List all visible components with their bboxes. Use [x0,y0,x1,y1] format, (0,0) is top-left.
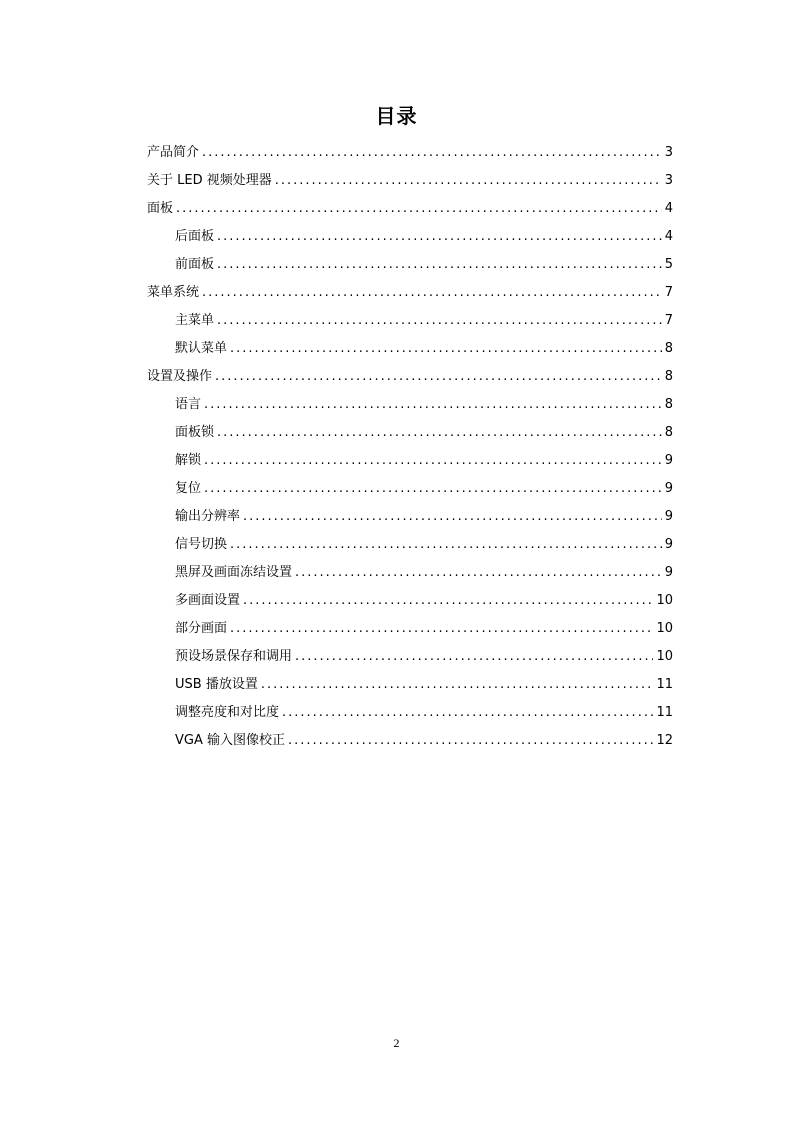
toc-entry[interactable] [147,195,673,223]
toc-dot-leader [202,279,662,307]
toc-entry-label: 调整亮度和对比度 [175,705,280,720]
toc-entry-page-number: 11 [656,677,673,692]
toc-entry-page-number: 5 [664,257,673,272]
toc-entry-label: 多画面设置 [175,593,241,608]
toc-dot-leader [204,391,662,419]
toc-entry[interactable] [147,503,673,531]
toc-entry[interactable] [147,587,673,615]
toc-entry-label: 黑屏及画面冻结设置 [175,565,293,580]
toc-entry[interactable] [147,391,673,419]
toc-entry-page-number: 3 [664,145,673,160]
page-number: 2 [393,1036,400,1050]
toc-entry-label: 语言 [175,397,202,412]
toc-list [147,139,673,755]
toc-dot-leader [282,699,653,727]
toc-dot-leader [217,251,662,279]
toc-dot-leader [275,167,662,195]
toc-entry-label: 后面板 [175,229,215,244]
toc-dot-leader [217,307,662,335]
toc-entry-label: 复位 [175,481,202,496]
toc-dot-leader [217,419,662,447]
toc-entry-page-number: 9 [664,565,673,580]
toc-entry-label: 部分画面 [175,621,228,636]
toc-entry-page-number: 8 [664,397,673,412]
toc-dot-leader [217,223,662,251]
toc-dot-leader [243,587,653,615]
toc-entry[interactable] [147,447,673,475]
toc-entry-label: 输出分辨率 [175,509,241,524]
toc-entry[interactable] [147,335,673,363]
toc-dot-leader [204,475,662,503]
toc-entry-page-number: 9 [664,453,673,468]
toc-entry-page-number: 11 [656,705,673,720]
toc-entry-label: 预设场景保存和调用 [175,649,293,664]
toc-entry-page-number: 9 [664,537,673,552]
toc-entry-page-number: 7 [664,285,673,300]
toc-entry[interactable] [147,643,673,671]
toc-entry-page-number: 8 [664,425,673,440]
toc-title: 目录 [375,104,418,128]
toc-entry-label: 信号切换 [175,537,228,552]
toc-entry-label: USB 播放设置 [175,677,258,692]
toc-entry-label: 关于 LED 视频处理器 [147,173,272,188]
toc-entry-label: 默认菜单 [175,341,228,356]
toc-dot-leader [176,195,662,223]
toc-entry[interactable] [147,531,673,559]
toc-dot-leader [295,643,653,671]
toc-entry-page-number: 4 [664,201,673,216]
toc-entry-label: 主菜单 [175,313,215,328]
toc-entry-label: 解锁 [175,453,202,468]
toc-entry-page-number: 10 [656,621,673,636]
toc-dot-leader [202,139,662,167]
toc-entry-label: 菜单系统 [147,285,200,300]
toc-entry-label: VGA 输入图像校正 [175,733,285,748]
toc-entry[interactable] [147,139,673,167]
toc-entry-label: 产品简介 [147,145,200,160]
toc-dot-leader [230,531,662,559]
toc-dot-leader [243,503,662,531]
toc-entry[interactable] [147,419,673,447]
toc-entry-page-number: 3 [664,173,673,188]
toc-entry[interactable] [147,727,673,755]
toc-entry[interactable] [147,167,673,195]
toc-entry[interactable] [147,223,673,251]
toc-dot-leader [230,615,653,643]
toc-entry-page-number: 7 [664,313,673,328]
toc-entry-page-number: 8 [664,341,673,356]
toc-entry-page-number: 10 [656,593,673,608]
toc-entry[interactable] [147,699,673,727]
toc-dot-leader [204,447,662,475]
toc-entry[interactable] [147,559,673,587]
toc-dot-leader [230,335,662,363]
toc-dot-leader [288,727,653,755]
toc-entry-label: 面板锁 [175,425,215,440]
toc-entry-page-number: 4 [664,229,673,244]
toc-entry[interactable] [147,307,673,335]
toc-entry-page-number: 10 [656,649,673,664]
toc-entry-page-number: 8 [664,369,673,384]
toc-entry-label: 设置及操作 [147,369,213,384]
toc-entry[interactable] [147,251,673,279]
toc-entry-page-number: 9 [664,509,673,524]
toc-entry[interactable] [147,279,673,307]
toc-entry[interactable] [147,475,673,503]
toc-entry-page-number: 9 [664,481,673,496]
toc-entry-label: 前面板 [175,257,215,272]
toc-dot-leader [295,559,662,587]
toc-entry-page-number: 12 [656,733,673,748]
toc-entry-label: 面板 [147,201,174,216]
toc-entry[interactable] [147,363,673,391]
toc-dot-leader [215,363,662,391]
toc-entry[interactable] [147,615,673,643]
toc-dot-leader [261,671,654,699]
toc-entry[interactable] [147,671,673,699]
